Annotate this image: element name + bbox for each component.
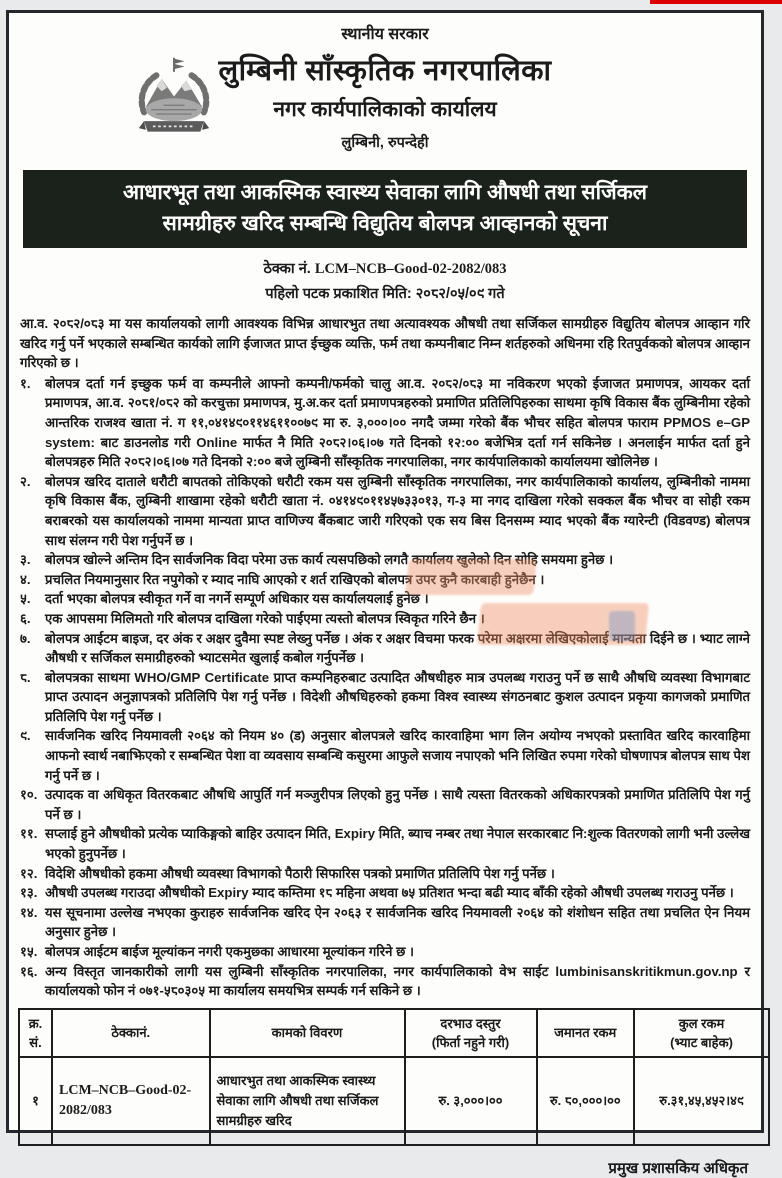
term-text: यस सूचनामा उल्लेख नभएका कुराहरु सार्वजनिक खरिद ऐन २०६३ र सार्वजनिक खरिद नियमावली २०६४ को शंशोधन सहित तथा प्रचलित ऐन नियम अनुसार हुनेछ । [45,904,750,940]
term-item [20,864,750,884]
term-number: १६. [20,963,38,979]
term-text: बोलपत्रका साथमा WHO/GMP Certificate प्राप्त कम्पनिहरुबाट उत्पादित औषधीहरु मात्र उपलब्ध गराउनु पर्ने छ साथै औषधि व्यवस्था विभागबाट प्राप्त उत्पादन अनुज्ञापत्रको प्रतिलिपि पेश गर्नु पर्नेछ । विदेशी औषधिहरुको हकमा विश्व स्वास्थ्य संगठनबाट कुशल उत्पादन प्रकृया कागजको प्रमाणित प्रतिलिपि पेश गर्नु पर्नेछ । [45,669,750,724]
term-number: १. [20,375,31,391]
notice-meta [18,257,752,307]
term-item [20,824,750,863]
term-number: १५. [20,944,38,959]
notice-title-banner [23,170,747,248]
term-item [20,962,750,1001]
table-cell: रु. ८०,०००।०० [537,1057,635,1145]
banner-line-1: आधारभूत तथा आकस्मिक स्वास्थ्य सेवाका लागि औषधी तथा सर्जिकल [122,181,648,204]
table-cell: १ [19,1057,52,1145]
table-header-cell: क्र. सं. [19,1009,52,1057]
municipality-logo-icon [130,54,218,146]
office-address: लुम्बिनी, रुपन्देही [341,135,429,151]
table-body [19,1057,769,1145]
term-item [20,589,750,609]
term-item [20,374,750,472]
term-item [20,942,750,962]
contract-line [18,257,752,282]
term-number: ७. [20,630,31,646]
table-header-cell: जमानत रकम [537,1009,635,1057]
table-cell: LCM–NCB–Good-02-2082/083 [52,1057,210,1145]
term-number: ४. [20,571,31,587]
terms-list [20,374,750,1001]
term-item [20,883,750,903]
term-text: उत्पादक वा अधिकृत वितरकबाट औषधि आपुर्ति गर्न मञ्जुरीपत्र लिएको हुनु पर्नेछ । साथै त्यस्ता वितरकको अधिकारपत्रको प्रमाणित प्रतिलिपि पेश गर्नु पर्ने छ । [45,787,750,822]
term-item [20,785,750,824]
banner-line-2: सामग्रीहरु खरिद सम्बन्धि विद्युतिय बोलपत्र आव्हानको सूचना [162,212,608,235]
term-text: एक आपसमा मिलिमतो गरि बोलपत्र दाखिला गरेको पाईएमा त्यस्तो बोलपत्र स्विकृत गरिने छैन । [45,610,485,626]
contract-label: ठेक्का नं. [263,261,311,277]
term-number: १०. [20,787,38,803]
term-number: २. [20,473,31,489]
scan-red-mark [650,0,782,4]
term-number: ९. [20,728,31,744]
term-text: दर्ता भएका बोलपत्र स्वीकृत गर्ने वा नगर्ने सम्पूर्ण अधिकार यस कार्यालयलाई हुनेछ । [45,591,429,607]
municipality-name: लुम्बिनी साँस्कृतिक नगरपालिका [218,55,552,87]
term-item [20,668,750,727]
term-item [20,609,750,629]
table-cell: रु.३१,४५,४५२।४९ [634,1057,769,1145]
table-header-cell: कामको विवरण [210,1009,405,1057]
term-number: १४. [20,904,38,920]
intro-paragraph: आ.व. २०८२/०८३ मा यस कार्यालयको लागी आवश्यक विभिन्न आधारभुत तथा अत्यावश्यक औषधी तथा सर्जिकल सामग्रीहरु विद्युतिय बोलपत्र आव्हान गरि खरिद गर्नु पर्ने भएकाले सम्बन्धित कार्यको लागि ईजाजत प्राप्त ईच्छुक व्यक्ति, फर्म तथा कम्पनीबाट निम्न शर्तहरुको अधिनमा रहि रितपुर्वकको बोलपत्र आव्हान गरिएको छ । [20,316,750,371]
term-number: ३. [20,552,31,568]
term-text: औषधी उपलब्ध गराउदा औषधीको Expiry म्याद कम्तिमा १८ महिना अथवा ७५ प्रतिशत भन्दा बढी म्याद बाँकी रहेको औषधी उपलब्ध गराउनु पर्नेछ । [45,885,734,901]
term-text: बोलपत्र खोल्ने अन्तिम दिन सार्वजनिक विदा परेमा उक्त कार्य त्यसपछिको लगतै कार्यालय खुलेको दिन सोहि समयमा हुनेछ । [45,552,614,568]
term-text: बोलपत्र आईटम बाइज, दर अंक र अक्षर दुवैमा स्पष्ट लेख्नु पर्नेछ । अंक र अक्षर विचमा फरक परेमा अक्षरमा लेखिएकोलाई मान्यता दिईने छ । भ्याट लाग्ने औषधी र सर्जिकल समाग्रीहरुको भ्याटसमेत खुलाई कबोल गर्नुपर्नेछ । [45,630,750,666]
table-header-cell: ठेक्कानं. [52,1009,210,1057]
term-item [20,629,750,668]
term-text: सार्वजनिक खरिद नियमावली २०६४ को नियम ४० (ड) अनुसार बोलपत्रले खरिद कारवाहिमा भाग लिन अयोग्य नभएको प्रस्तावित खरिद कारवाहिमा आफनो स्वार्थ नबाझिएको र सम्बन्धित पेशा वा व्यवसाय सम्बन्धि कसुरमा आफुले सजाय नपाएको भनि लिखित रुपमा गरेको घोषणापत्र बोलपत्र साथ पेश गर्नु पर्ने छ । [45,728,750,783]
term-text: विदेशि औषधीको हकमा औषधी व्यवस्था विभागको पैठारी सिफारिस पत्रको प्रमाणित प्रतिलिपि पेश गर्नु पर्नेछ । [45,865,555,881]
lots-table [18,1008,770,1146]
government-label: स्थानीय सरकार [341,26,429,43]
signature-title: प्रमुख प्रशासकिय अधिकृत [608,1159,748,1177]
term-number: ११. [20,826,38,842]
term-item [20,472,750,550]
term-number: ५. [20,591,31,607]
term-item [20,550,750,570]
table-cell: आधारभुत तथा आकस्मिक स्वास्थ्य सेवाका लागि औषधी तथा सर्जिकल सामग्रीहरु खरिद [210,1057,405,1145]
term-text: प्रचलित नियमानुसार रित नपुगेको र म्याद नाघि आएको र शर्त राखिएको बोलपत्र उपर कुनै कारबाही हुनेछैन । [45,571,545,587]
table-cell: रु. ३,०००।०० [405,1057,537,1145]
term-item [20,903,750,942]
term-text: बोलपत्र दर्ता गर्न इच्छुक फर्म वा कम्पनीले आफ्नो कम्पनी/फर्मको चालु आ.व. २०८२/०८३ मा नविकरण भएको ईजाजत प्रमाणपत्र, आयकर दर्ता प्रमाणपत्र, आ.व. २०८१/०८२ को करचुक्ता प्रमाणपत्र, मु.अ.कर दर्ता प्रमाणपत्रहरुको प्रमाणित प्रतिलिपिहरुका साथमा कृषि विकास बैंक लुम्बिनीमा रहेको आन्तरिक राजश्व खाता नं. ग ११,०४१४९०११४६११००७९ मा रु. ३,०००।०० नगदै जम्मा गरेको बैंक भौचर सहित बोलपत्र फाराम PPMOS e–GP system: बाट डाउनलोड गरी Online मार्फत नै मिति २०८२।०६।०७ गते दिनको १२:०० बजेभित्र दर्ता गर्न सकिनेछ । अनलाईन मार्फत दर्ता हुने बोलपत्रहरु मिति २०८२।०६।०७ गते दिनको २:०० बजे लुम्बिनी साँस्कृतिक नगरपालिका, नगर कार्यपालिकाको कार्यालयमा खोलिनेछ । [45,375,750,470]
term-item [20,726,750,785]
table-header-row [19,1009,769,1057]
term-number: ८. [20,669,31,685]
term-number: ६. [20,610,31,626]
notice-document [6,10,764,1177]
table-row [19,1057,769,1145]
term-text: अन्य विस्तृत जानकारीको लागी यस लुम्बिनी साँस्कृतिक नगरपालिका, नगर कार्यपालिकाको वेभ साईट lumbinisanskritikmun.gov.np र कार्यालयको फोन नं ०७१-५८०३०५ मा कार्यालय समयभित्र सम्पर्क गर्न सकिने छ । [45,963,750,999]
term-text: सप्लाई हुने औषधीको प्रत्येक प्याकिङ्गको बाहिर उत्पादन मिति, Expiry मिति, ब्याच नम्बर तथा नेपाल सरकारबाट नि:शुल्क वितरणको लागी भनी उल्लेख भएको हुनुपर्नेछ । [45,826,750,862]
office-name: नगर कार्यपालिकाको कार्यालय [273,98,497,121]
term-text: बोलपत्र खरिद दाताले धरौटी बापतको तोकिएको धरौटी रकम यस लुम्बिनी साँस्कृतिक नगरपालिका, नगर कार्यपालिकाको कार्यालय, लुम्बिनीको नाममा कृषि विकास बैंक, लुम्बिनी शाखामा रहेको धरौटी खाता नं. ०४१४९०११४५७३३०१३, ग-३ मा नगद दाखिला गरेको सक्कल बैंक भौचर वा सोही रकम बराबरको यस कार्यालयको नाममा मान्यता प्राप्त वाणिज्य बैंकबाट जारी गरिएको एक सय बिस दिनसम्म म्याद भएको बैंक ग्यारेन्टी (विडवण्ड) बोलपत्र साथ संलग्न गरी पेश गर्नुपर्ने छ । [45,473,750,548]
term-item [20,570,750,590]
contract-number: LCM–NCB–Good-02-2082/083 [314,261,507,277]
table-header-cell: दरभाउ दस्तुर (फिर्ता नहुने गरी) [405,1009,537,1057]
term-number: १२. [20,865,38,881]
header-title-row [18,50,752,162]
term-text: बोलपत्र आईटम बाईज मूल्यांकन नगरी एकमुछ्का आधारमा मूल्यांकन गरिने छ । [45,944,414,959]
published-date: पहिलो पटक प्रकाशित मिति: २०८२/०५/०९ गते [265,286,505,302]
term-number: १३. [20,885,38,901]
table-header-cell: कुल रकम (भ्याट बाहेक) [634,1009,769,1057]
